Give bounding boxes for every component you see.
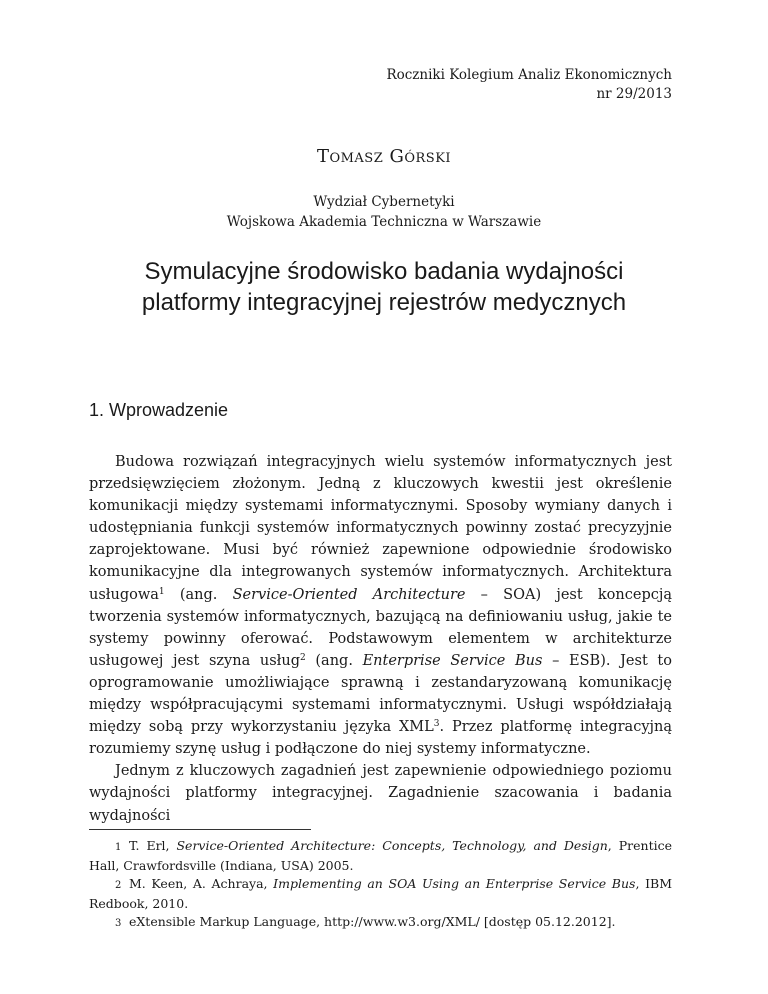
paragraph-1-text-b: (ang.: [164, 586, 233, 603]
paragraph-1-text-f: . Przez platformę integracyjną rozumiemy szynę usług i podłączone do niej systemy informatyczne.: [89, 719, 672, 758]
footnote-1-number: 1: [115, 842, 122, 853]
footnote-3-text: eXtensible Markup Language, http://www.w3.org/XML/ [dostęp 05.12.2012].: [129, 914, 616, 929]
paragraph-1-text-c: – SOA) jest koncepcją tworzenia systemów informatycznych, bazującą na definiowaniu usług, jakie te systemy powinny oferować. Podstawowym elementem w architekturze usługowej jest szyna usług: [89, 586, 672, 669]
paragraph-2: Jednym z kluczowych zagadnień jest zapewnienie odpowiedniego poziomu wydajności platformy integracyjnej. Zagadnienie szacowania i badania wydajności: [89, 763, 672, 824]
footnote-2-number: 2: [115, 880, 122, 891]
footnote-2-publisher: , IBM Redbook, 2010.: [89, 876, 673, 911]
footnote-2: [89, 875, 672, 913]
paper-title-line-2: platformy integracyjnej rejestrów medycznych: [141, 289, 627, 316]
journal-issue: nr 29/2013: [596, 86, 672, 102]
affiliation: [0, 192, 768, 232]
paragraph-1-text-d: (ang.: [305, 652, 363, 669]
paragraph-1-text-a: Budowa rozwiązań integracyjnych wielu systemów informatycznych jest przedsięwzięciem złożonym. Jedną z kluczowych kwestii jest określenie komunikacji między systemami informatycznymi. Sposoby wymiany danych i udostępniania funkcji systemów informatycznych powinny zostać precyzyjnie zaprojektowane. Musi być również zapewnione odpowiednie środowisko komunikacyjne dla integrowanych systemów informatycznych. Architektura usługowa: [89, 454, 672, 603]
body-text: [89, 451, 672, 827]
affiliation-line-1: Wydział Cybernetyki: [313, 194, 455, 210]
author-name: Tomasz Górski: [316, 146, 452, 167]
footnote-1: [89, 837, 672, 875]
running-header: [386, 66, 672, 104]
footnote-2-title: Implementing an SOA Using an Enterprise Service Bus: [273, 876, 636, 891]
footnote-2-authors: M. Keen, A. Achraya,: [129, 876, 274, 891]
footnote-ref-2: 2: [300, 652, 306, 663]
footnotes: [89, 837, 672, 933]
paper-title: [0, 256, 768, 318]
footnote-3-number: 3: [115, 918, 122, 929]
footnote-ref-1: 1: [158, 586, 165, 597]
paragraph-1: [89, 451, 672, 760]
paragraph-1-text-e: – ESB). Jest to oprogramowanie umożliwiające sprawną i zestandaryzowaną komunikację między współpracującymi systemami informatycznymi. Usługi współdziałają między sobą przy wykorzystaniu języka XML: [89, 652, 672, 736]
footnote-1-title: Service-Oriented Architecture: Concepts, Technology, and Design: [176, 838, 608, 853]
footnote-1-publisher: , Prentice Hall, Crawfordsville (Indiana, USA) 2005.: [89, 838, 672, 873]
term-soa: Service-Oriented Architecture: [232, 586, 466, 603]
term-esb: Enterprise Service Bus: [362, 652, 543, 669]
section-heading: 1. Wprowadzenie: [89, 400, 229, 420]
footnote-ref-3: 3: [433, 719, 440, 730]
paper-title-line-1: Symulacyjne środowisko badania wydajności: [144, 258, 624, 285]
footnote-1-authors: T. Erl,: [129, 838, 177, 853]
footnote-separator: [89, 829, 311, 830]
footnote-3: [89, 913, 672, 933]
journal-name: Roczniki Kolegium Analiz Ekonomicznych: [386, 67, 672, 83]
affiliation-line-2: Wojskowa Akademia Techniczna w Warszawie: [226, 214, 542, 230]
